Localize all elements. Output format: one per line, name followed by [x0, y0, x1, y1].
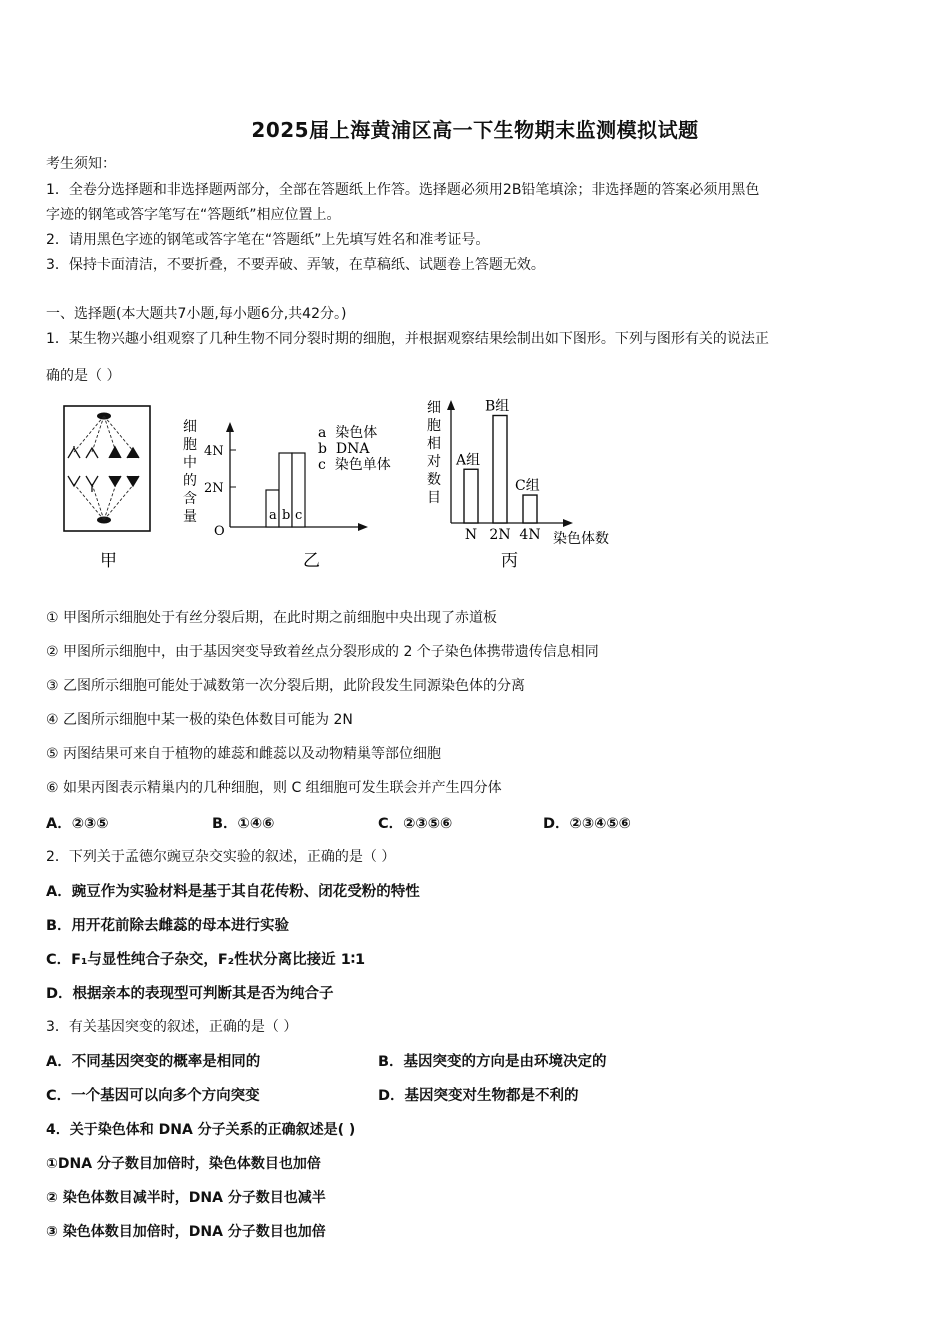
yi-legend [318, 424, 391, 473]
yi-x-arrow [358, 523, 368, 531]
q4-statement: ①DNA 分子数目加倍时，染色体数目也加倍 [46, 1156, 321, 1172]
page-title: 2025届上海黄浦区高一下生物期末监测模拟试题 [251, 118, 699, 142]
q2-option-d[interactable]: D．根据亲本的表现型可判断其是否为纯合子 [46, 986, 334, 1002]
bing-x-label: 染色体数 [553, 531, 609, 547]
yi-y-char: 的 [183, 473, 197, 489]
q1-statement: ⑥ 如果丙图表示精巢内的几种细胞，则 C 组细胞可发生联会并产生四分体 [46, 780, 502, 796]
q1-option-a[interactable]: A．②③⑤ [46, 816, 109, 832]
bing-chart [427, 399, 609, 572]
q2-option-b[interactable]: B．用开花前除去雌蕊的母本进行实验 [46, 918, 290, 934]
yi-legend-item: a 染色体 [318, 425, 378, 441]
q2-stem: 2．下列关于孟德尔豌豆杂交实验的叙述，正确的是（ ） [46, 849, 396, 865]
yi-label: 乙 [303, 551, 320, 571]
yi-y-char: 量 [183, 509, 197, 525]
q3-stem: 3．有关基因突变的叙述，正确的是（ ） [46, 1019, 298, 1035]
bing-y-arrow [447, 400, 455, 410]
bing-y-char: 目 [427, 490, 441, 506]
q3-option-c[interactable]: C．一个基因可以向多个方向突变 [46, 1088, 260, 1104]
yi-y-arrow [226, 422, 234, 432]
yi-y-char: 含 [183, 491, 197, 507]
yi-bar-label: b [282, 508, 291, 523]
q1-option-b[interactable]: B．①④⑥ [212, 816, 275, 832]
yi-y-axis-title [183, 419, 197, 525]
q4-statement: ② 染色体数目减半时，DNA 分子数目也减半 [46, 1190, 326, 1206]
q1-statement: ② 甲图所示细胞中，由于基因突变导致着丝点分裂形成的 2 个子染色体携带遗传信息相同 [46, 644, 599, 660]
notice-heading: 考生须知： [46, 156, 116, 172]
yi-y-char: 细 [183, 419, 197, 435]
bing-bars [455, 399, 541, 544]
q3-option-a[interactable]: A．不同基因突变的概率是相同的 [46, 1054, 261, 1070]
bing-y-char: 胞 [427, 418, 441, 434]
q1-option-c[interactable]: C．②③⑤⑥ [378, 816, 453, 832]
jia-cell-diagram [64, 406, 150, 571]
jia-frame [64, 406, 150, 531]
yi-bars [266, 453, 305, 527]
q1-statement: ③ 乙图所示细胞可能处于减数第一次分裂后期，此阶段发生同源染色体的分离 [46, 678, 525, 694]
q1-statement: ① 甲图所示细胞处于有丝分裂后期，在此时期之前细胞中央出现了赤道板 [46, 610, 497, 626]
q4-stem: 4．关于染色体和 DNA 分子关系的正确叙述是( ) [46, 1122, 356, 1138]
yi-y-char: 中 [183, 455, 197, 471]
bing-bar-2N [493, 416, 507, 524]
chromosomes [68, 446, 139, 492]
yi-tick-2n: 2N [204, 481, 224, 496]
q4-statement: ③ 染色体数目加倍时，DNA 分子数目也加倍 [46, 1224, 326, 1240]
bing-x-tick: 4N [519, 527, 541, 543]
bing-y-char: 对 [427, 454, 441, 470]
notice-item: 字迹的钢笔或答字笔写在“答题纸”相应位置上。 [46, 207, 341, 223]
bing-bar-4N [523, 495, 537, 523]
bing-group-label: B组 [485, 398, 510, 415]
q1-statement: ④ 乙图所示细胞中某一极的染色体数目可能为 2N [46, 712, 353, 728]
section-heading: 一、选择题(本大题共7小题,每小题6分,共42分。) [46, 306, 347, 322]
bing-group-label: A组 [456, 452, 481, 469]
q1-statement: ⑤ 丙图结果可来自于植物的雄蕊和雌蕊以及动物精巢等部位细胞 [46, 746, 441, 762]
yi-y-char: 胞 [183, 437, 197, 453]
yi-legend-item: c 染色单体 [318, 457, 391, 473]
q3-option-d[interactable]: D．基因突变对生物都是不利的 [378, 1088, 579, 1104]
bing-x-arrow [563, 519, 573, 527]
q3-option-b[interactable]: B．基因突变的方向是由环境决定的 [378, 1054, 607, 1070]
bing-group-label: C组 [515, 478, 540, 495]
bing-x-tick: 2N [489, 527, 511, 543]
bing-x-tick: N [464, 527, 478, 543]
yi-origin: O [214, 524, 225, 539]
bing-bar-N [464, 469, 478, 523]
q1-option-d[interactable]: D．②③④⑤⑥ [543, 816, 631, 832]
yi-chart [183, 419, 391, 571]
notice-item: 1．全卷分选择题和非选择题两部分，全部在答题纸上作答。选择题必须用2B铅笔填涂；非选择题的答案必须用黑色 [46, 182, 760, 198]
yi-bar-label: c [295, 508, 303, 523]
jia-label: 甲 [100, 551, 117, 571]
bing-label: 丙 [501, 551, 518, 571]
bing-y-axis-title [427, 400, 441, 506]
yi-legend-item: b DNA [318, 441, 370, 457]
bing-y-char: 相 [427, 436, 441, 452]
q1-stem: 确的是（ ） [46, 368, 121, 384]
q2-option-c[interactable]: C．F₁与显性纯合子杂交，F₂性状分离比接近 1∶1 [46, 952, 366, 968]
yi-bar-label: a [269, 508, 277, 523]
bing-y-char: 细 [427, 400, 441, 416]
yi-tick-4n: 4N [204, 444, 224, 459]
q1-figure [60, 392, 660, 577]
spindle-fibers [74, 416, 134, 520]
q2-option-a[interactable]: A．豌豆作为实验材料是基于其自花传粉、闭花受粉的特性 [46, 884, 420, 900]
bing-y-char: 数 [427, 472, 441, 488]
notice-item: 2．请用黑色字迹的钢笔或答字笔在“答题纸”上先填写姓名和准考证号。 [46, 232, 490, 248]
q1-stem: 1．某生物兴趣小组观察了几种生物不同分裂时期的细胞，并根据观察结果绘制出如下图形。下列与图形有关的说法正 [46, 331, 769, 347]
notice-item: 3．保持卡面清洁，不要折叠，不要弄破、弄皱，在草稿纸、试题卷上答题无效。 [46, 257, 545, 273]
